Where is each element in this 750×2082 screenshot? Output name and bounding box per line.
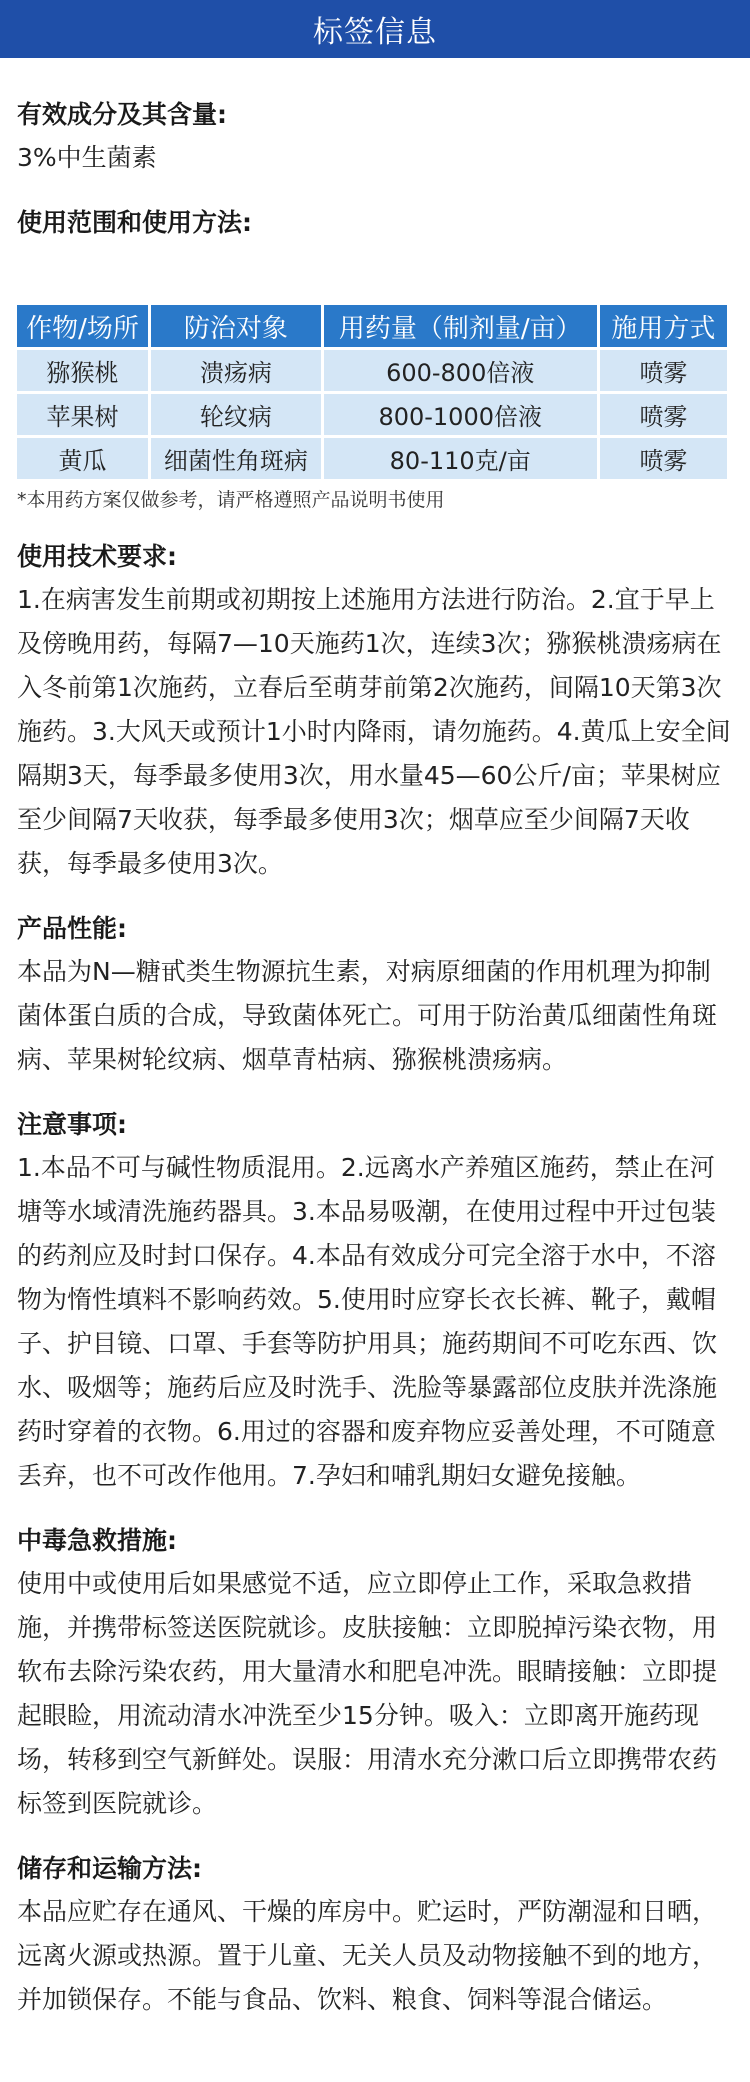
table-row [17, 438, 727, 479]
table-cell: 溃疡病 [151, 350, 320, 391]
tech-requirements-title: 使用技术要求: [17, 542, 177, 571]
table-header-row [17, 305, 727, 347]
precautions-text: 1.本品不可与碱性物质混用。2.远离水产养殖区施药，禁止在河塘等水域清洗施药器具。3.本品易吸潮，在使用过程中开过包装的药剂应及时封口保存。4.本品有效成分可完全溶于水中，不溶物为惰性填料不影响药效。5.使用时应穿长衣长裤、靴子，戴帽子、护目镜、口罩、手套等防护用具；施药期间不可吃东西、饮水、吸烟等；施药后应及时洗手、洗脸等暴露部位皮肤并洗涤施药时穿着的衣物。6.用过的容器和废弃物应妥善处理，不可随意丢弃，也不可改作他用。7.孕妇和哺乳期妇女避免接触。 [17, 1153, 718, 1490]
dosage-table [14, 302, 730, 482]
column-header-method: 施用方式 [600, 305, 727, 347]
table-cell: 黄瓜 [17, 438, 148, 479]
precautions-title: 注意事项: [17, 1110, 127, 1139]
table-cell: 80-110克/亩 [324, 438, 597, 479]
table-cell: 喷雾 [600, 394, 727, 435]
first-aid-title: 中毒急救措施: [17, 1526, 177, 1555]
table-cell: 苹果树 [17, 394, 148, 435]
column-header-crop: 作物/场所 [17, 305, 148, 347]
table-cell: 600-800倍液 [324, 350, 597, 391]
ingredients-title: 有效成分及其含量: [17, 100, 227, 129]
table-cell: 细菌性角斑病 [151, 438, 320, 479]
label-content [0, 98, 750, 2022]
product-performance-title: 产品性能: [17, 914, 127, 943]
column-header-target: 防治对象 [151, 305, 320, 347]
spacer [17, 240, 733, 302]
table-cell: 喷雾 [600, 350, 727, 391]
table-footnote: *本用药方案仅做参考，请严格遵照产品说明书使用 [17, 489, 445, 511]
table-cell: 800-1000倍液 [324, 394, 597, 435]
storage-title: 储存和运输方法: [17, 1854, 202, 1883]
table-cell: 喷雾 [600, 438, 727, 479]
page-title: 标签信息 [313, 15, 437, 50]
product-performance-text: 本品为N—糖甙类生物源抗生素，对病原细菌的作用机理为抑制菌体蛋白质的合成，导致菌体死亡。可用于防治黄瓜细菌性角斑病、苹果树轮纹病、烟草青枯病、猕猴桃溃疡病。 [17, 957, 718, 1074]
usage-title: 使用范围和使用方法: [17, 208, 252, 237]
tech-requirements-text: 1.在病害发生前期或初期按上述施用方法进行防治。2.宜于早上及傍晚用药，每隔7—10天施药1次，连续3次；猕猴桃溃疡病在入冬前第1次施药，立春后至萌芽前第2次施药，间隔10天第3次施药。3.大风天或预计1小时内降雨，请勿施药。4.黄瓜上安全间隔期3天，每季最多使用3次，用水量45—60公斤/亩；苹果树应至少间隔7天收获，每季最多使用3次；烟草应至少间隔7天收获，每季最多使用3次。 [17, 585, 731, 878]
table-row [17, 350, 727, 391]
first-aid-text: 使用中或使用后如果感觉不适，应立即停止工作，采取急救措施，并携带标签送医院就诊。皮肤接触：立即脱掉污染衣物，用软布去除污染农药，用大量清水和肥皂冲洗。眼睛接触：立即提起眼睑，用流动清水冲洗至少15分钟。吸入：立即离开施药现场，转移到空气新鲜处。误服：用清水充分漱口后立即携带农药标签到医院就诊。 [17, 1569, 718, 1818]
page-header [0, 0, 750, 58]
table-row [17, 394, 727, 435]
table-cell: 猕猴桃 [17, 350, 148, 391]
table-cell: 轮纹病 [151, 394, 320, 435]
ingredients-text: 3%中生菌素 [17, 143, 157, 172]
column-header-dosage: 用药量（制剂量/亩） [324, 305, 597, 347]
storage-text: 本品应贮存在通风、干燥的库房中。贮运时，严防潮湿和日晒，远离火源或热源。置于儿童、无关人员及动物接触不到的地方，并加锁保存。不能与食品、饮料、粮食、饲料等混合储运。 [17, 1897, 718, 2014]
